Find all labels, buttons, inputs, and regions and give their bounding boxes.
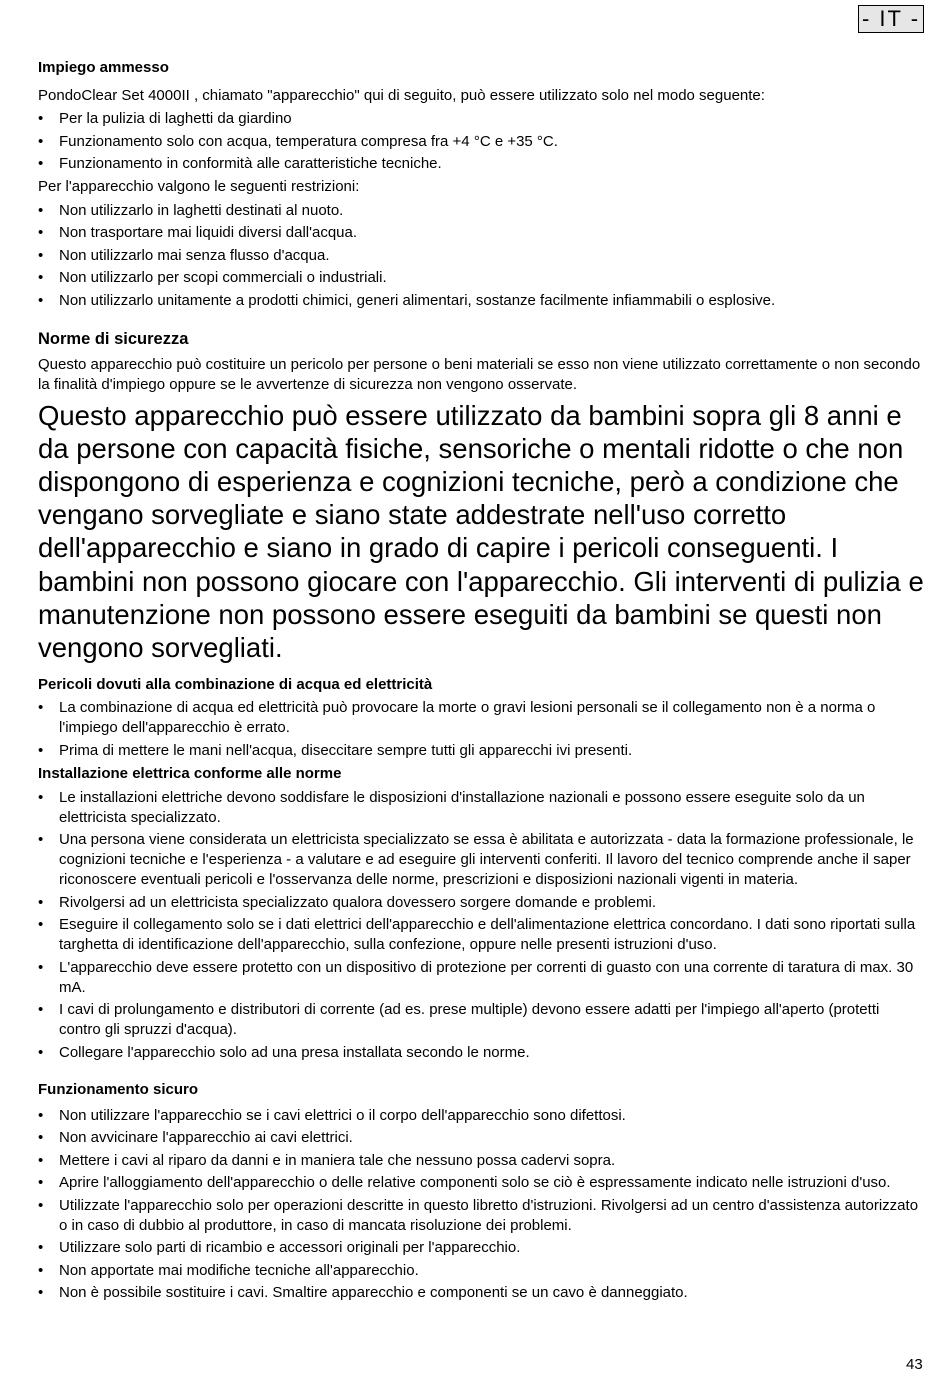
heading-water-electricity: Pericoli dovuti alla combinazione di acqua ed elettricità	[38, 676, 433, 694]
heading-electrical-installation: Installazione elettrica conforme alle norme	[38, 764, 342, 782]
heading-safe-operation: Funzionamento sicuro	[38, 1080, 199, 1098]
list-item: • Funzionamento in conformità alle caratteristiche tecniche.	[38, 154, 924, 174]
list-item: • Funzionamento solo con acqua, temperatura compresa fra +4 °C e +35 °C.	[38, 132, 924, 152]
paragraph-restrictions: Per l'apparecchio valgono le seguenti restrizioni:	[38, 177, 360, 195]
list-item: • Per la pulizia di laghetti da giardino	[38, 109, 924, 129]
list-item: • I cavi di prolungamento e distributori di corrente (ad es. prese multiple) devono essere adatti per l'impiego all'aperto (protetti contro gli spruzzi d'acqua).	[38, 1000, 924, 1040]
list-item: • Una persona viene considerata un elettricista specializzato se essa è abilitata e autorizzata - data la formazione professionale, le cognizioni tecniche e l'esperienza - a valutare e ad eseguire gli interventi conferiti. Il lavoro del tecnico comprende anche il saper riconoscere eventuali pericoli e l'osservanza delle norme, prescrizioni e disposizioni nazionali vigenti in materia.	[38, 830, 924, 890]
list-item: • Non utilizzarlo in laghetti destinati al nuoto.	[38, 201, 924, 221]
list-item: • Collegare l'apparecchio solo ad una presa installata secondo le norme.	[38, 1043, 924, 1063]
list-item: • Rivolgersi ad un elettricista specializzato qualora dovessero sorgere domande e problemi.	[38, 893, 924, 913]
heading-impiego-ammesso: Impiego ammesso	[38, 59, 169, 76]
list-item: • La combinazione di acqua ed elettricità può provocare la morte o gravi lesioni personali se il collegamento non è a norma o l'impiego dell'apparecchio è errato.	[38, 698, 924, 738]
list-intended-use	[38, 109, 924, 174]
list-safe-operation	[38, 1106, 924, 1304]
list-item: • L'apparecchio deve essere protetto con un dispositivo di protezione per correnti di guasto con una corrente di taratura di max. 30 mA.	[38, 958, 924, 998]
page-number: 43	[906, 1356, 923, 1373]
list-item: • Utilizzare solo parti di ricambio e accessori originali per l'apparecchio.	[38, 1238, 924, 1258]
list-electrical-installation	[38, 788, 924, 1063]
list-restrictions	[38, 201, 924, 311]
list-item: • Non utilizzarlo unitamente a prodotti chimici, generi alimentari, sostanze facilmente infiammabili o esplosive.	[38, 291, 924, 311]
list-item: • Non utilizzare l'apparecchio se i cavi elettrici o il corpo dell'apparecchio sono difettosi.	[38, 1106, 924, 1126]
heading-norme-di-sicurezza: Norme di sicurezza	[38, 329, 189, 348]
paragraph-safety-intro: Questo apparecchio può costituire un pericolo per persone o beni materiali se esso non viene utilizzato correttamente o non secondo la finalità d'impiego oppure se le avvertenze di sicurezza non vengono osservate.	[38, 355, 921, 393]
list-item: • Eseguire il collegamento solo se i dati elettrici dell'apparecchio e dell'alimentazione elettrica concordano. I dati sono riportati sulla targhetta di identificazione dell'apparecchio, sulla confezione, oppure nelle presenti istruzioni d'uso.	[38, 915, 924, 955]
list-item: • Prima di mettere le mani nell'acqua, diseccitare sempre tutti gli apparecchi ivi presenti.	[38, 741, 924, 761]
list-item: • Mettere i cavi al riparo da danni e in maniera tale che nessuno possa cadervi sopra.	[38, 1151, 924, 1171]
list-item: • Non utilizzarlo mai senza flusso d'acqua.	[38, 246, 924, 266]
list-item: • Aprire l'alloggiamento dell'apparecchio o delle relative componenti solo se ciò è espressamente indicato nelle istruzioni d'uso.	[38, 1173, 924, 1193]
paragraph-intended-use: PondoClear Set 4000II , chiamato "apparecchio" qui di seguito, può essere utilizzato solo nel modo seguente:	[38, 87, 765, 104]
document-body	[38, 58, 924, 1306]
list-item: • Non avvicinare l'apparecchio ai cavi elettrici.	[38, 1128, 924, 1148]
list-item: • Le installazioni elettriche devono soddisfare le disposizioni d'installazione nazionali e possono essere eseguite solo da un elettricista specializzato.	[38, 788, 924, 828]
list-item: • Non utilizzarlo per scopi commerciali o industriali.	[38, 268, 924, 288]
list-item: • Non è possibile sostituire i cavi. Smaltire apparecchio e componenti se un cavo è danneggiato.	[38, 1283, 924, 1303]
list-item: • Non apportate mai modifiche tecniche all'apparecchio.	[38, 1261, 924, 1281]
paragraph-children-warning: Questo apparecchio può essere utilizzato da bambini sopra gli 8 anni e da persone con capacità fisiche, sensoriche o mentali ridotte o che non dispongono di esperienza e cognizioni tecniche, però a condizione che vengano sorvegliate e siano state addestrate nell'uso corretto dell'apparecchio e siano in grado di capire i pericoli conseguenti. I bambini non possono giocare con l'apparecchio. Gli interventi di pulizia e manutenzione non possono essere eseguiti da bambini se questi non vengono sorvegliati.	[38, 399, 924, 663]
list-item: • Utilizzate l'apparecchio solo per operazioni descritte in questo libretto d'istruzioni. Rivolgersi ad un centro d'assistenza autorizzato o in caso di dubbio al produttore, in caso di mancata risoluzione dei problemi.	[38, 1196, 924, 1236]
list-item: • Non trasportare mai liquidi diversi dall'acqua.	[38, 223, 924, 243]
list-water-electricity	[38, 698, 924, 761]
language-tag: - IT -	[858, 5, 924, 33]
